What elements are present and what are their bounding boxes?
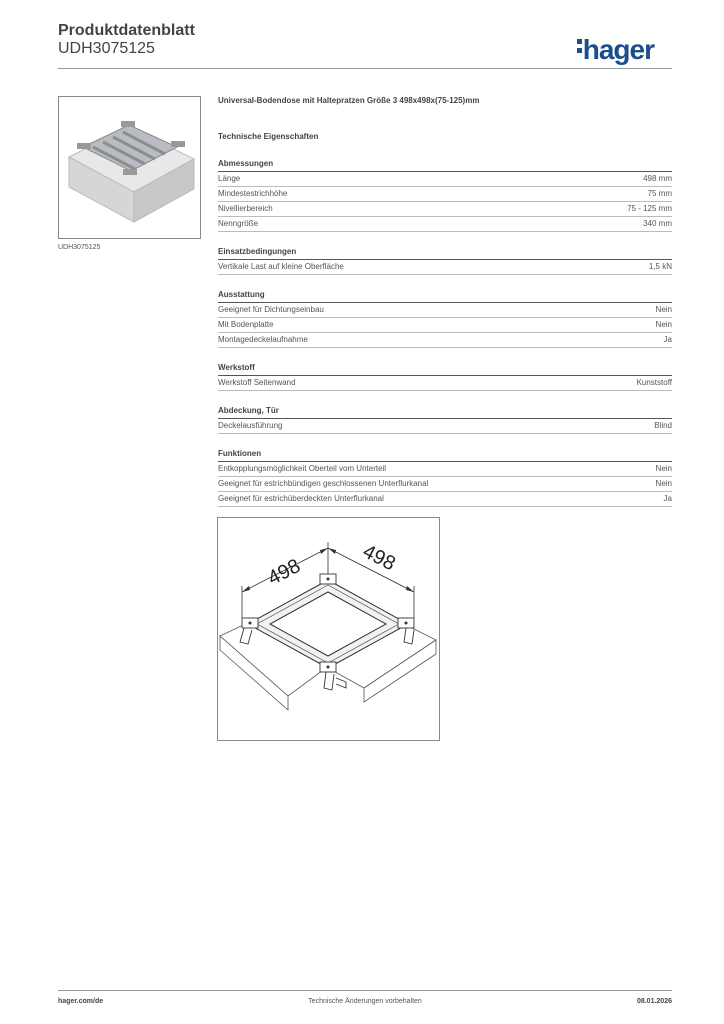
property-row bbox=[218, 333, 672, 348]
section-heading: Werkstoff bbox=[218, 363, 672, 376]
property-sections bbox=[218, 159, 672, 507]
property-value: Nein bbox=[655, 320, 672, 329]
dimension-label-left: 498 bbox=[264, 554, 305, 590]
footer-website-link[interactable]: hager.com/de bbox=[58, 998, 104, 1005]
property-section bbox=[218, 159, 672, 232]
section-heading: Abdeckung, Tür bbox=[218, 406, 672, 419]
property-value: Kunststoff bbox=[636, 378, 672, 387]
property-label: Werkstoff Seitenwand bbox=[218, 378, 296, 387]
property-value: Ja bbox=[663, 494, 672, 503]
property-value: 75 mm bbox=[647, 189, 672, 198]
property-section bbox=[218, 363, 672, 391]
property-value: Blind bbox=[654, 421, 672, 430]
property-row bbox=[218, 492, 672, 507]
property-label: Mit Bodenplatte bbox=[218, 320, 274, 329]
logo-text: hager bbox=[582, 34, 654, 65]
dimension-label-right: 498 bbox=[359, 540, 399, 576]
property-row bbox=[218, 419, 672, 434]
section-heading: Einsatzbedingungen bbox=[218, 247, 672, 260]
page-header bbox=[58, 20, 672, 68]
property-value: Nein bbox=[655, 464, 672, 473]
property-section bbox=[218, 449, 672, 507]
property-row bbox=[218, 462, 672, 477]
hager-logo bbox=[577, 34, 654, 66]
property-row bbox=[218, 260, 672, 275]
section-heading: Funktionen bbox=[218, 449, 672, 462]
section-heading: Ausstattung bbox=[218, 290, 672, 303]
property-row bbox=[218, 187, 672, 202]
footer-date: 08.01.2026 bbox=[636, 998, 672, 1005]
thumbnail-caption: UDH3075125 bbox=[58, 244, 101, 251]
dimension-drawing bbox=[217, 517, 440, 741]
product-details bbox=[218, 96, 672, 536]
property-value: Nein bbox=[655, 479, 672, 488]
property-value: 498 mm bbox=[643, 174, 672, 183]
product-thumbnail bbox=[58, 96, 201, 239]
property-value: Nein bbox=[655, 305, 672, 314]
property-label: Vertikale Last auf kleine Oberfläche bbox=[218, 262, 344, 271]
property-row bbox=[218, 376, 672, 391]
property-label: Geeignet für Dichtungseinbau bbox=[218, 305, 324, 314]
section-heading: Abmessungen bbox=[218, 159, 672, 172]
property-label: Nivellierbereich bbox=[218, 204, 273, 213]
header-divider bbox=[58, 68, 672, 69]
property-section bbox=[218, 290, 672, 348]
property-row bbox=[218, 318, 672, 333]
property-label: Montagedeckelaufnahme bbox=[218, 335, 308, 344]
document-title: Produktdatenblatt bbox=[58, 22, 195, 39]
property-value: 75 - 125 mm bbox=[627, 204, 672, 213]
property-label: Deckelausführung bbox=[218, 421, 283, 430]
property-label: Geeignet für estrichbündigen geschlossenen Unterflurkanal bbox=[218, 479, 429, 488]
property-value: Ja bbox=[663, 335, 672, 344]
property-row bbox=[218, 217, 672, 232]
property-label: Nenngröße bbox=[218, 219, 259, 228]
property-row bbox=[218, 172, 672, 187]
property-value: 340 mm bbox=[643, 219, 672, 228]
property-section bbox=[218, 406, 672, 434]
footer-divider bbox=[58, 990, 672, 991]
product-code: UDH3075125 bbox=[58, 40, 155, 57]
property-row bbox=[218, 477, 672, 492]
property-row bbox=[218, 303, 672, 318]
property-label: Länge bbox=[218, 174, 241, 183]
logo-colon-icon bbox=[577, 35, 583, 57]
technical-properties-heading: Technische Eigenschaften bbox=[218, 132, 319, 141]
property-label: Entkopplungsmöglichkeit Oberteil vom Unterteil bbox=[218, 464, 387, 473]
property-row bbox=[218, 202, 672, 217]
product-title: Universal-Bodendose mit Haltepratzen Größe 3 498x498x(75-125)mm bbox=[218, 96, 480, 105]
property-label: Geeignet für estrichüberdeckten Unterflurkanal bbox=[218, 494, 384, 503]
footer-disclaimer: Technische Änderungen vorbehalten bbox=[308, 998, 422, 1005]
property-label: Mindestestrichhöhe bbox=[218, 189, 288, 198]
property-value: 1,5 kN bbox=[648, 262, 672, 271]
property-section bbox=[218, 247, 672, 275]
